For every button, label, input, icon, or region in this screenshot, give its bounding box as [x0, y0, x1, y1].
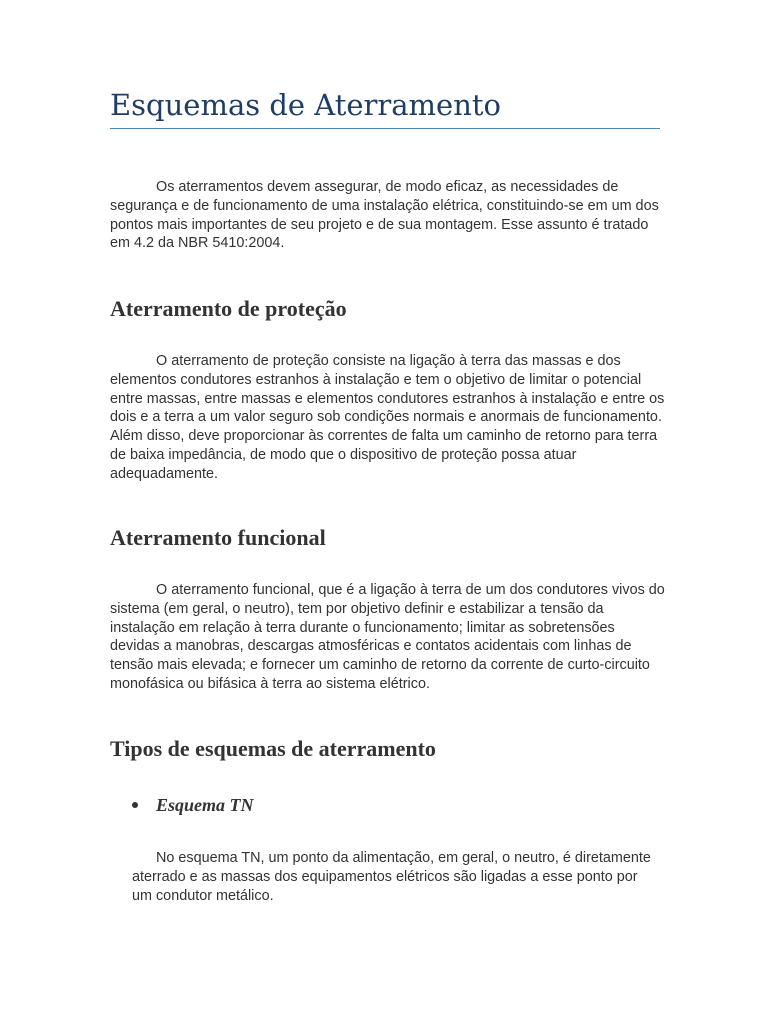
heading-protecao: Aterramento de proteção	[110, 296, 347, 321]
bullet-label: Esquema TN	[156, 795, 254, 815]
bullet-dot-icon	[132, 802, 138, 808]
title-underline	[110, 128, 660, 129]
paragraph-protecao: O aterramento de proteção consiste na ligação à terra das massas e dos elementos condutores estranhos à instalação e tem o objetivo de limitar o potencial entre massas, entre massas e elementos condutores estranhos à instalação e entre os dois e a terra a um valor seguro sob condições normais e anormais de funcionamento. Além disso, deve proporcionar às correntes de falta um caminho de retorno para terra de baixa impedância, de modo que o dispositivo de proteção possa atuar adequadamente.	[110, 353, 665, 482]
paragraph-esquema-tn: No esquema TN, um ponto da alimentação, em geral, o neutro, é diretamente aterrado e as massas dos equipamentos elétricos são ligadas a esse ponto por um condutor metálico.	[132, 850, 651, 904]
bullet-esquema-tn	[132, 794, 254, 816]
document-title: Esquemas de Aterramento	[110, 88, 502, 122]
intro-paragraph: Os aterramentos devem assegurar, de modo eficaz, as necessidades de segurança e de funcionamento de uma instalação elétrica, constituindo-se em um dos pontos mais importantes de seu projeto e de sua montagem. Esse assunto é tratado em 4.2 da NBR 5410:2004.	[110, 179, 659, 252]
paragraph-funcional: O aterramento funcional, que é a ligação à terra de um dos condutores vivos do sistema (em geral, o neutro), tem por objetivo definir e estabilizar a tensão da instalação em relação à terra durante o funcionamento; limitar as sobretensões devidas a manobras, descargas atmosféricas e contatos acidentais com linhas de tensão mais elevada; e fornecer um caminho de retorno da corrente de curto-circuito monofásica ou bifásica à terra ao sistema elétrico.	[110, 582, 665, 692]
heading-funcional: Aterramento funcional	[110, 525, 326, 550]
heading-tipos: Tipos de esquemas de aterramento	[110, 736, 436, 761]
